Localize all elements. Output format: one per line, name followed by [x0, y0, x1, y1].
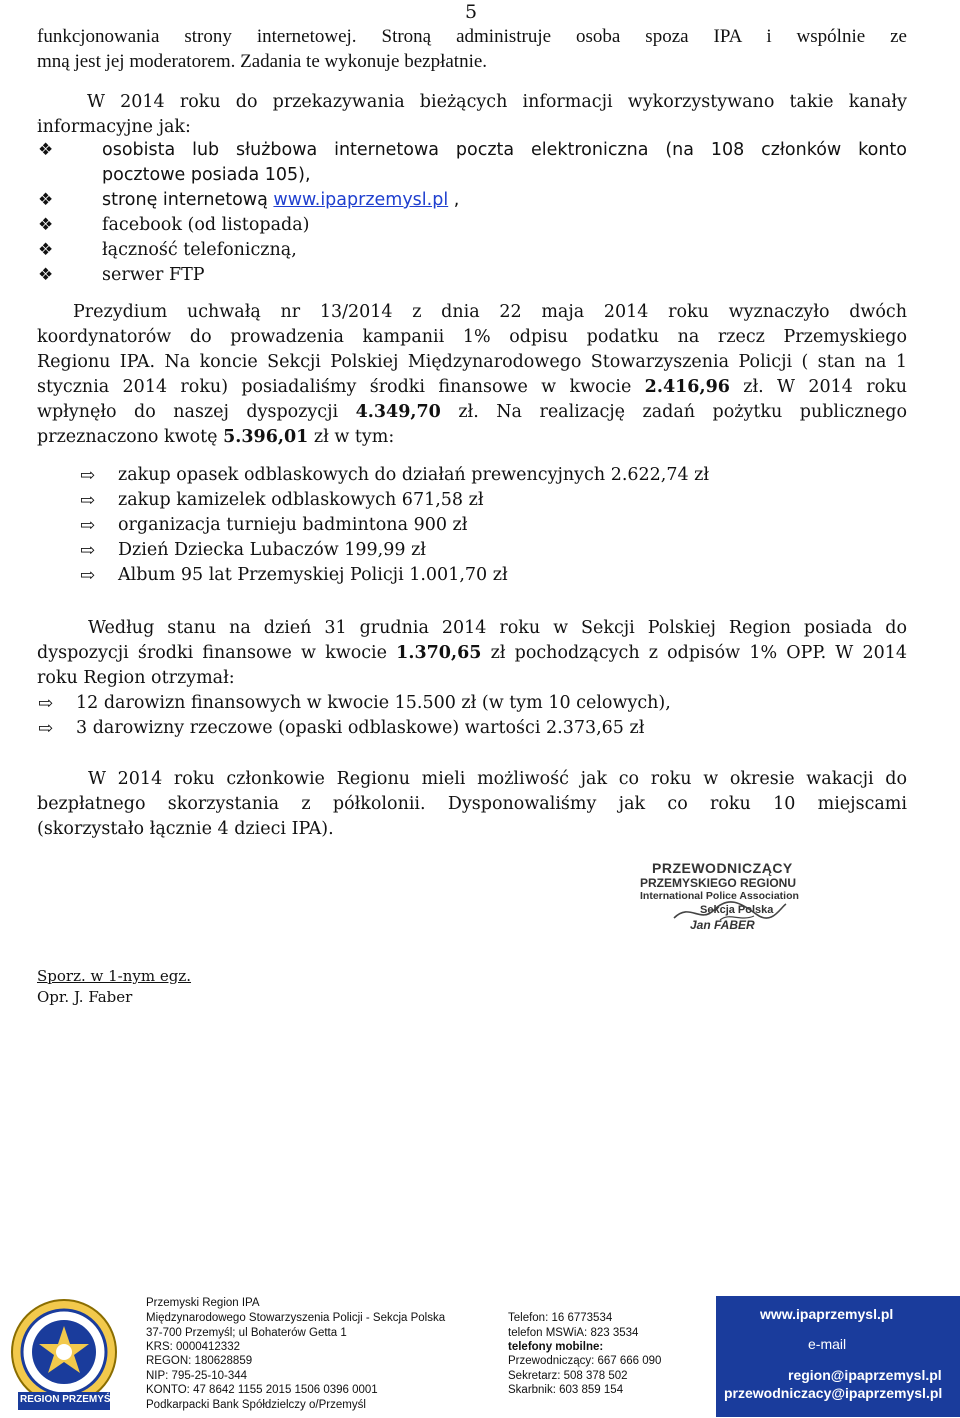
diamond-bullet-icon: ❖ — [38, 140, 54, 160]
footer-krs: KRS: 0000412332 — [146, 1341, 240, 1353]
arrow-bullet-icon: ⇨ — [80, 540, 96, 561]
intro-line-2: mną jest jej moderatorem. Zadania te wykonuje bezpłatnie. — [37, 51, 488, 72]
expense-item: zakup kamizelek odblaskowych 671,58 zł — [118, 490, 484, 510]
status-line-1: Według stanu na dzień 31 grudnia 2014 roku w Sekcji Polskiej Region posiada do — [88, 618, 907, 638]
camp-line-2: bezpłatnego skorzystania z półkolonii. Dysponowaliśmy jak co roku 10 miejscami — [37, 794, 907, 814]
stamp-line-2: PRZEMYSKIEGO REGIONU — [640, 876, 797, 890]
presidium-income-suffix: zł. Na realizację zadań pożytku publicznego — [440, 402, 908, 422]
footer-street: 37-700 Przemyśl; ul Bohaterów Getta 1 — [146, 1327, 347, 1339]
presidium-balance-value: 2.416,96 — [644, 377, 730, 397]
footer-phone-mswia: telefon MSWiA: 823 3534 — [508, 1327, 639, 1339]
donation-item: 12 darowizn finansowych w kwocie 15.500 zł (w tym 10 celowych), — [76, 693, 671, 713]
arrow-bullet-icon: ⇨ — [38, 718, 54, 739]
copy-note: Sporz. w 1-nym egz. — [37, 967, 192, 985]
website-link[interactable]: www.ipaprzemysl.pl — [273, 190, 449, 210]
status-amount-text: dyspozycji środki finansowe w kwocie — [37, 643, 397, 663]
footer-chairman-phone: Przewodniczący: 667 666 090 — [508, 1355, 662, 1367]
footer — [0, 1296, 960, 1417]
presidium-income-text: wpłynęło do naszej dyspozycji — [37, 402, 356, 422]
footer-bank: Podkarpacki Bank Spółdzielczy o/Przemyśl — [146, 1399, 366, 1411]
footer-email-region[interactable]: region@ipaprzemysl.pl — [788, 1367, 942, 1383]
channel-item-phone: łączność telefoniczną, — [102, 240, 297, 260]
ipa-logo — [4, 1296, 124, 1414]
channel-website-label: stronę internetową — [102, 190, 274, 210]
footer-regon: REGON: 180628859 — [146, 1355, 253, 1367]
expense-item: organizacja turnieju badmintona 900 zł — [118, 515, 468, 535]
presidium-line-2: koordynatorów do prowadzenia kampanii 1% odpisu podatku na rzecz Przemyskiego — [37, 327, 907, 347]
stamp-line-1: PRZEWODNICZĄCY — [652, 860, 793, 876]
diamond-bullet-icon: ❖ — [38, 215, 54, 235]
logo-bottom-text: REGION PRZEMYŚL — [20, 1394, 117, 1405]
footer-email-label: e-mail — [808, 1336, 847, 1352]
arrow-bullet-icon: ⇨ — [80, 515, 96, 536]
camp-line-1: W 2014 roku członkowie Regionu mieli możliwość jak co roku w okresie wakacji do — [88, 769, 907, 789]
diamond-bullet-icon: ❖ — [38, 190, 54, 210]
channels-line-2: informacyjne jak: — [37, 117, 191, 137]
diamond-bullet-icon: ❖ — [38, 240, 54, 260]
channel-item-facebook: facebook (od listopada) — [102, 215, 310, 235]
footer-org-full: Międzynarodowego Stowarzyszenia Policji - Sekcja Polska — [146, 1312, 446, 1324]
status-amount-value: 1.370,65 — [396, 643, 482, 663]
footer-treasurer-phone: Skarbnik: 603 859 154 — [508, 1384, 624, 1396]
presidium-line-5 — [37, 400, 907, 425]
intro-line-1: funkcjonowania strony internetowej. Stroną administruje osoba spoza IPA i wspólnie ze — [37, 26, 907, 47]
channel-item-email-cont: pocztowe posiada 105), — [102, 165, 311, 185]
channels-line-1: W 2014 roku do przekazywania bieżących informacji wykorzystywano takie kanały — [87, 92, 907, 112]
presidium-income-value: 4.349,70 — [355, 402, 441, 422]
arrow-bullet-icon: ⇨ — [38, 693, 54, 714]
presidium-spent-text: przeznaczono kwotę — [37, 427, 224, 447]
channel-website-suffix: , — [448, 190, 460, 210]
expense-item: zakup opasek odblaskowych do działań prewencyjnych 2.622,74 zł — [118, 465, 710, 485]
presidium-spent-suffix: zł w tym: — [308, 427, 395, 447]
footer-mobile-label: telefony mobilne: — [508, 1341, 604, 1353]
diamond-bullet-icon: ❖ — [38, 265, 54, 285]
status-line-2 — [37, 641, 907, 666]
signature-stamp — [640, 858, 820, 938]
presidium-line-4 — [37, 375, 907, 400]
presidium-line-3: Regionu IPA. Na koncie Sekcji Polskiej Międzynarodowego Stowarzyszenia Policji ( stan na 1 — [37, 352, 907, 372]
presidium-balance-suffix: zł. W 2014 roku — [729, 377, 907, 397]
footer-org-name: Przemyski Region IPA — [146, 1297, 260, 1309]
arrow-bullet-icon: ⇨ — [80, 565, 96, 586]
presidium-line-6 — [37, 425, 394, 450]
footer-secretary-phone: Sekretarz: 508 378 502 — [508, 1370, 628, 1382]
footer-nip: NIP: 795-25-10-344 — [146, 1370, 248, 1382]
channel-item-email: osobista lub służbowa internetowa poczta elektroniczna (na 108 członków konto — [102, 140, 907, 160]
footer-email-chairman[interactable]: przewodniczacy@ipaprzemysl.pl — [724, 1385, 943, 1401]
camp-line-3: (skorzystało łącznie 4 dzieci IPA). — [37, 819, 334, 839]
page-number: 5 — [465, 1, 478, 23]
status-amount-suffix: zł pochodzących z odpisów 1% OPP. W 2014 — [481, 643, 907, 663]
presidium-balance-text: stycznia 2014 roku) posiadaliśmy środki finansowe w kwocie — [37, 377, 645, 397]
channel-item-ftp: serwer FTP — [102, 265, 205, 285]
footer-account: KONTO: 47 8642 1155 2015 1506 0396 0001 — [146, 1384, 378, 1396]
footer-phone: Telefon: 16 6773534 — [508, 1312, 613, 1324]
arrow-bullet-icon: ⇨ — [80, 465, 96, 486]
footer-contact-panel — [716, 1296, 960, 1417]
stamp-line-5: Jan FABER — [690, 918, 755, 932]
presidium-line-1: Prezydium uchwałą nr 13/2014 z dnia 22 maja 2014 roku wyznaczyło dwóch — [73, 302, 907, 322]
channel-item-website — [102, 188, 459, 213]
expense-item: Dzień Dziecka Lubaczów 199,99 zł — [118, 540, 426, 560]
donation-item: 3 darowizny rzeczowe (opaski odblaskowe) wartości 2.373,65 zł — [76, 718, 645, 738]
stamp-line-3: International Police Association — [640, 890, 799, 902]
expense-item: Album 95 lat Przemyskiej Policji 1.001,70 zł — [118, 565, 508, 585]
prepared-by: Opr. J. Faber — [37, 988, 133, 1006]
presidium-spent-value: 5.396,01 — [223, 427, 309, 447]
status-line-3: roku Region otrzymał: — [37, 668, 235, 688]
footer-website-link[interactable]: www.ipaprzemysl.pl — [760, 1306, 894, 1322]
arrow-bullet-icon: ⇨ — [80, 490, 96, 511]
stamp-line-4: Sekcja Polska — [700, 904, 774, 916]
